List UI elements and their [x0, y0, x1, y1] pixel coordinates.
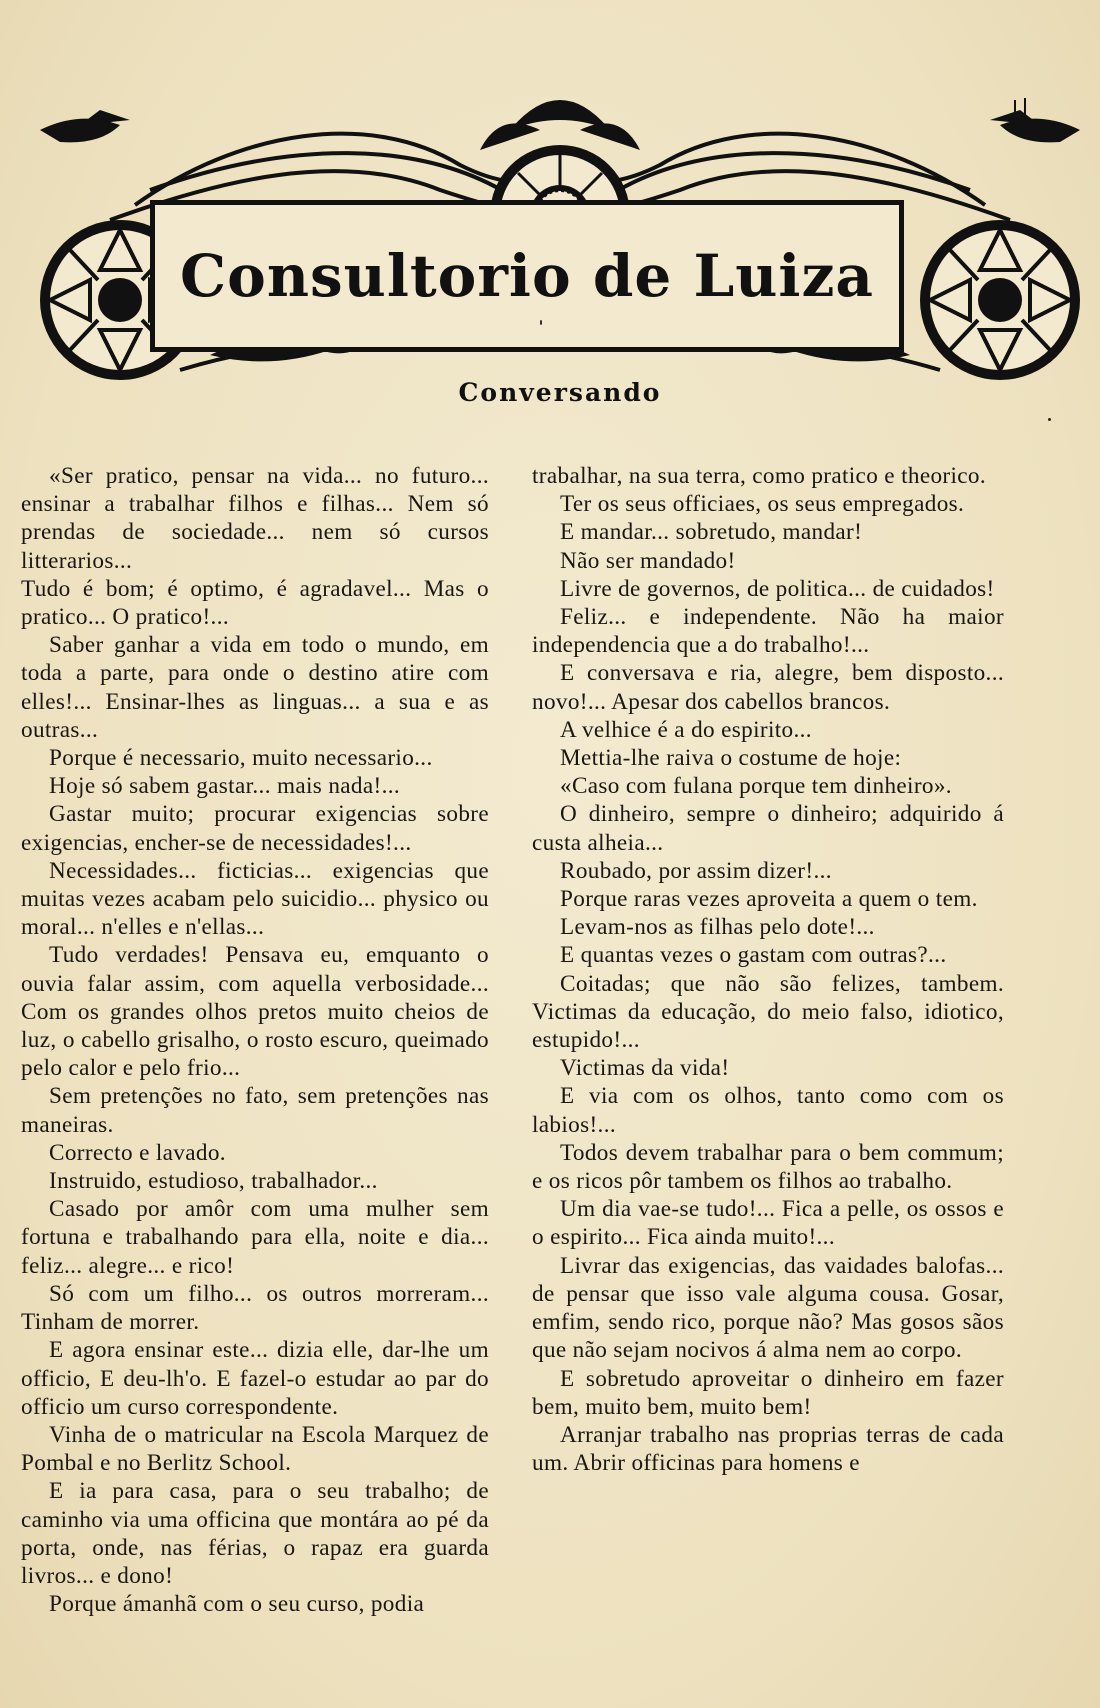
paragraph: E quantas vezes o gastam com outras?... [560, 942, 947, 969]
paragraph: «Caso com fulana porque tem dinheiro». [560, 773, 952, 800]
paragraph: Coitadas; que não são felizes, tambem. Victimas da educação, do meio falso, idiotico, estupido!... [532, 970, 1004, 1054]
paragraph: Correcto e lavado. [49, 1139, 226, 1166]
paragraph: Levam-nos as filhas pelo dote!... [560, 914, 875, 941]
paragraph: E sobretudo aproveitar o dinheiro em fazer bem, muito bem, muito bem! [532, 1365, 1004, 1420]
print-speck [1048, 418, 1051, 421]
paragraph: trabalhar, na sua terra, como pratico e theorico. [532, 463, 986, 489]
page-title: Consultorio de Luiza [180, 242, 874, 310]
paragraph: Mettia-lhe raiva o costume de hoje: [560, 745, 902, 772]
paragraph: Instruido, estudioso, trabalhador... [49, 1168, 378, 1195]
paragraph: Victimas da vida! [560, 1055, 730, 1082]
right-text-column [532, 462, 1004, 1477]
paragraph: Roubado, por assim dizer!... [560, 857, 832, 884]
paragraph: Hoje só sabem gastar... mais nada!... [49, 773, 401, 800]
paragraph: Tudo é bom; é optimo, é agradavel... Mas o pratico... O pratico!... [21, 575, 489, 631]
right-lily [990, 98, 1080, 142]
paragraph: Arranjar trabalho nas proprias terras de cada um. Abrir officinas para homens e [532, 1421, 1004, 1477]
paragraph: E ia para casa, para o seu trabalho; de caminho via uma officina que montára ao pé da porta, onde, nas férias, o rapaz era guarda livros... e dono! [21, 1478, 489, 1589]
paragraph: Não ser mandado! [560, 547, 736, 574]
paragraph: Feliz... e independente. Não ha maior independencia que a do trabalho!... [532, 604, 1004, 659]
right-corner-flower [920, 220, 1080, 380]
paragraph: «Ser pratico, pensar na vida... no futuro... ensinar a trabalhar filhos e filhas... Nem só prendas de sociedade... nem só cursos litterarios... [21, 463, 489, 574]
paragraph: Tudo verdades! Pensava eu, emquanto o ouvia falar assim, com aquella verbosidade... Com os grandes olhos pretos muito cheios de luz, o cabello grisalho, o rosto escuro, queimado pelo calor e pelo frio... [21, 942, 489, 1082]
print-speck [540, 320, 542, 325]
paragraph: E agora ensinar este... dizia elle, dar-lhe um officio, E deu-lh'o. E fazel-o estudar ao par do officio um curso correspondente. [21, 1337, 489, 1420]
paragraph: E conversava e ria, alegre, bem disposto... novo!... Apesar dos cabellos brancos. [532, 660, 1004, 715]
paragraph: O dinheiro, sempre o dinheiro; adquirido á custa alheia... [532, 801, 1004, 856]
paragraph: Casado por amôr com uma mulher sem fortuna e trabalhando para ella, noite e dia... feliz... alegre... e rico! [21, 1196, 489, 1279]
section-subtitle: Conversando [458, 378, 662, 407]
paragraph: Sem pretenções no fato, sem pretenções nas maneiras. [21, 1083, 489, 1138]
paragraph: Necessidades... ficticias... exigencias que muitas vezes acabam pelo suicidio... physico ou moral... n'elles e n'ellas... [21, 857, 489, 941]
paragraph: Só com um filho... os outros morreram... Tinham de morrer. [21, 1280, 489, 1336]
paragraph: Vinha de o matricular na Escola Marquez de Pombal e no Berlitz School. [21, 1421, 489, 1477]
left-text-column [21, 462, 489, 1618]
left-lily [40, 110, 130, 142]
paragraph: E via com os olhos, tanto como com os labios!... [532, 1083, 1004, 1138]
paragraph: Saber ganhar a vida em todo o mundo, em toda a parte, para onde o destino atire com elles!... Ensinar-lhes as linguas... a sua e as outras... [21, 632, 489, 743]
paragraph: Porque é necessario, muito necessario... [49, 745, 433, 772]
paragraph: Livrar das exigencias, das vaidades balofas... de pensar que isso vale alguma cousa. Gosar, emfim, sendo rico, porque não? Mas gosos sãos que não sejam nocivos á alma nem ao corpo. [532, 1252, 1004, 1364]
paragraph: Porque ámanhã com o seu curso, podia [49, 1591, 425, 1618]
paragraph: Um dia vae-se tudo!... Fica a pelle, os ossos e o espirito... Fica ainda muito!... [532, 1196, 1004, 1251]
paragraph: Livre de governos, de politica... de cuidados! [560, 575, 995, 602]
title-box [150, 200, 904, 352]
paragraph: E mandar... sobretudo, mandar! [560, 519, 863, 546]
paragraph: Gastar muito; procurar exigencias sobre exigencias, encher-se de necessidades!... [21, 801, 489, 856]
paragraph: Porque raras vezes aproveita a quem o tem. [560, 886, 978, 913]
paragraph: Todos devem trabalhar para o bem commum; e os ricos pôr tambem os filhos ao trabalho. [532, 1139, 1004, 1195]
paragraph: Ter os seus officiaes, os seus empregados. [560, 491, 965, 518]
paragraph: A velhice é a do espirito... [560, 716, 812, 743]
ornamental-header [40, 70, 1080, 430]
